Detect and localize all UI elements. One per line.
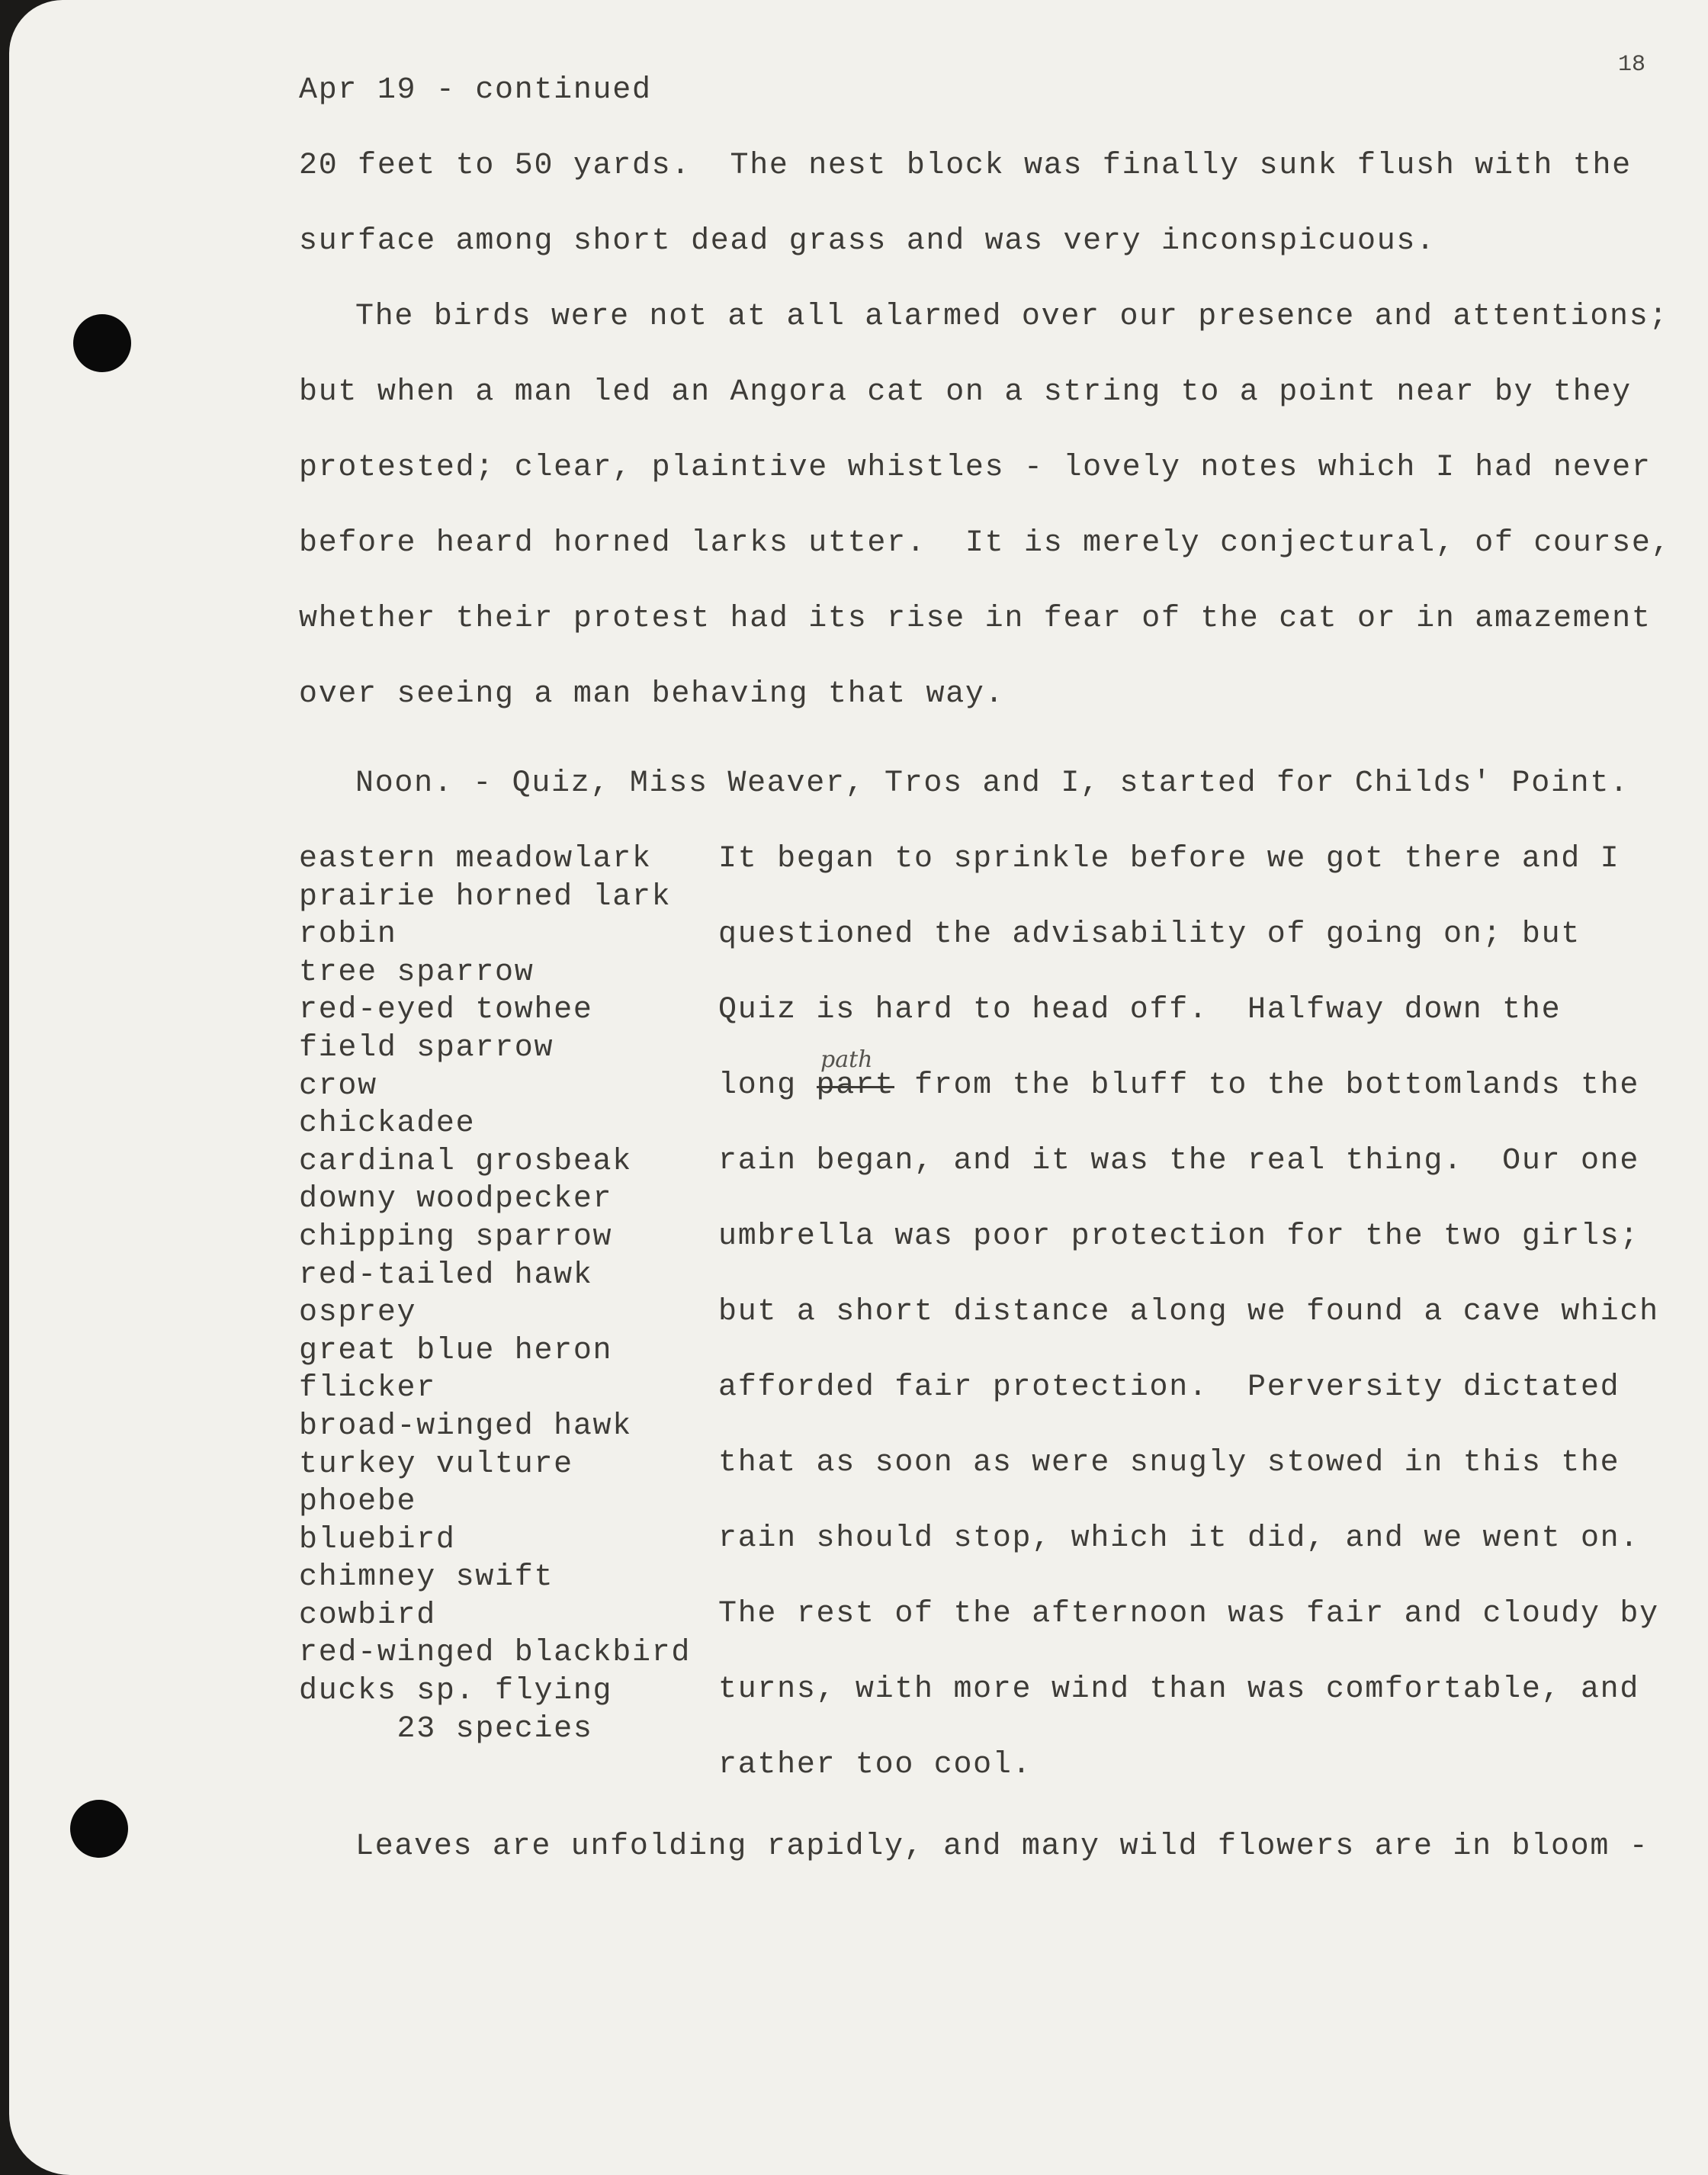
species-item: osprey <box>299 1296 417 1331</box>
species-count: 23 species <box>299 1711 593 1746</box>
species-item: chickadee <box>299 1107 476 1142</box>
narrative-line-10: rain should stop, which it did, and we went on. <box>718 1521 1640 1556</box>
species-item: ducks sp. flying <box>299 1674 613 1709</box>
species-item: broad-winged hawk <box>299 1409 632 1444</box>
species-item: bluebird <box>299 1522 456 1557</box>
species-item: turkey vulture <box>299 1447 573 1482</box>
noon-line: Noon. - Quiz, Miss Weaver, Tros and I, started for Childs' Point. <box>355 766 1629 801</box>
species-item: cardinal grosbeak <box>299 1144 632 1179</box>
narrative-line-11: The rest of the afternoon was fair and cloudy by <box>718 1597 1659 1631</box>
species-item: red-tailed hawk <box>299 1258 593 1293</box>
species-item: downy woodpecker <box>299 1182 613 1217</box>
species-item: tree sparrow <box>299 955 535 990</box>
narrative-line-4 <box>718 1067 1639 1105</box>
narrative-line-4-start: long <box>718 1068 817 1103</box>
narrative-line-3: Quiz is hard to head off. Halfway down the <box>718 993 1562 1027</box>
species-item: red-eyed towhee <box>299 993 593 1028</box>
narrative-line-13: rather too cool. <box>718 1748 1032 1782</box>
narrative-line-1: It began to sprinkle before we got there and I <box>718 842 1620 876</box>
entry-header: Apr 19 - continued <box>299 73 652 108</box>
species-item: crow <box>299 1068 377 1104</box>
narrative-line-9: that as soon as were snugly stowed in this the <box>718 1446 1620 1480</box>
binder-hole-bottom <box>70 1800 128 1858</box>
species-item: flicker <box>299 1371 436 1406</box>
narrative-line-8: afforded fair protection. Perversity dictated <box>718 1370 1620 1405</box>
species-item: prairie horned lark <box>299 879 672 914</box>
paragraph-2-line-6: over seeing a man behaving that way. <box>299 677 1005 712</box>
paragraph-2-line-5: whether their protest had its rise in fear of the cat or in amazement <box>299 602 1652 636</box>
paragraph-1-line-1: 20 feet to 50 yards. The nest block was finally sunk flush with the <box>299 149 1632 183</box>
species-item: red-winged blackbird <box>299 1636 692 1671</box>
paragraph-1-line-2: surface among short dead grass and was very inconspicuous. <box>299 224 1436 259</box>
handwritten-correction: path <box>820 1046 873 1073</box>
page-number: 18 <box>1618 52 1646 78</box>
paragraph-2-line-3: protested; clear, plaintive whistles - lovely notes which I had never <box>299 451 1652 485</box>
species-list <box>299 840 691 1748</box>
species-item: chipping sparrow <box>299 1219 613 1255</box>
narrative-line-5: rain began, and it was the real thing. Our one <box>718 1144 1640 1178</box>
species-item: great blue heron <box>299 1333 613 1368</box>
narrative-line-7: but a short distance along we found a cave which <box>718 1295 1659 1329</box>
narrative-line-4-end: from the bluff to the bottomlands the <box>894 1068 1640 1103</box>
paragraph-2-line-2: but when a man led an Angora cat on a string to a point near by they <box>299 375 1632 410</box>
binder-hole-top <box>73 314 131 372</box>
species-item: eastern meadowlark <box>299 842 652 876</box>
narrative-line-6: umbrella was poor protection for the two girls; <box>718 1219 1640 1254</box>
species-item: cowbird <box>299 1598 436 1633</box>
struck-word: part <box>816 1068 895 1103</box>
species-item: robin <box>299 917 397 953</box>
narrative-line-2: questioned the advisability of going on; but <box>718 917 1581 952</box>
closing-line: Leaves are unfolding rapidly, and many wild flowers are in bloom - <box>355 1830 1649 1864</box>
paragraph-2-line-4: before heard horned larks utter. It is merely conjectural, of course, <box>299 526 1671 561</box>
species-item: field sparrow <box>299 1030 554 1065</box>
species-item: chimney swift <box>299 1560 554 1595</box>
narrative-line-12: turns, with more wind than was comfortable, and <box>718 1672 1640 1707</box>
species-item: phoebe <box>299 1485 417 1520</box>
paragraph-2-line-1: The birds were not at all alarmed over our presence and attentions; <box>355 300 1669 334</box>
